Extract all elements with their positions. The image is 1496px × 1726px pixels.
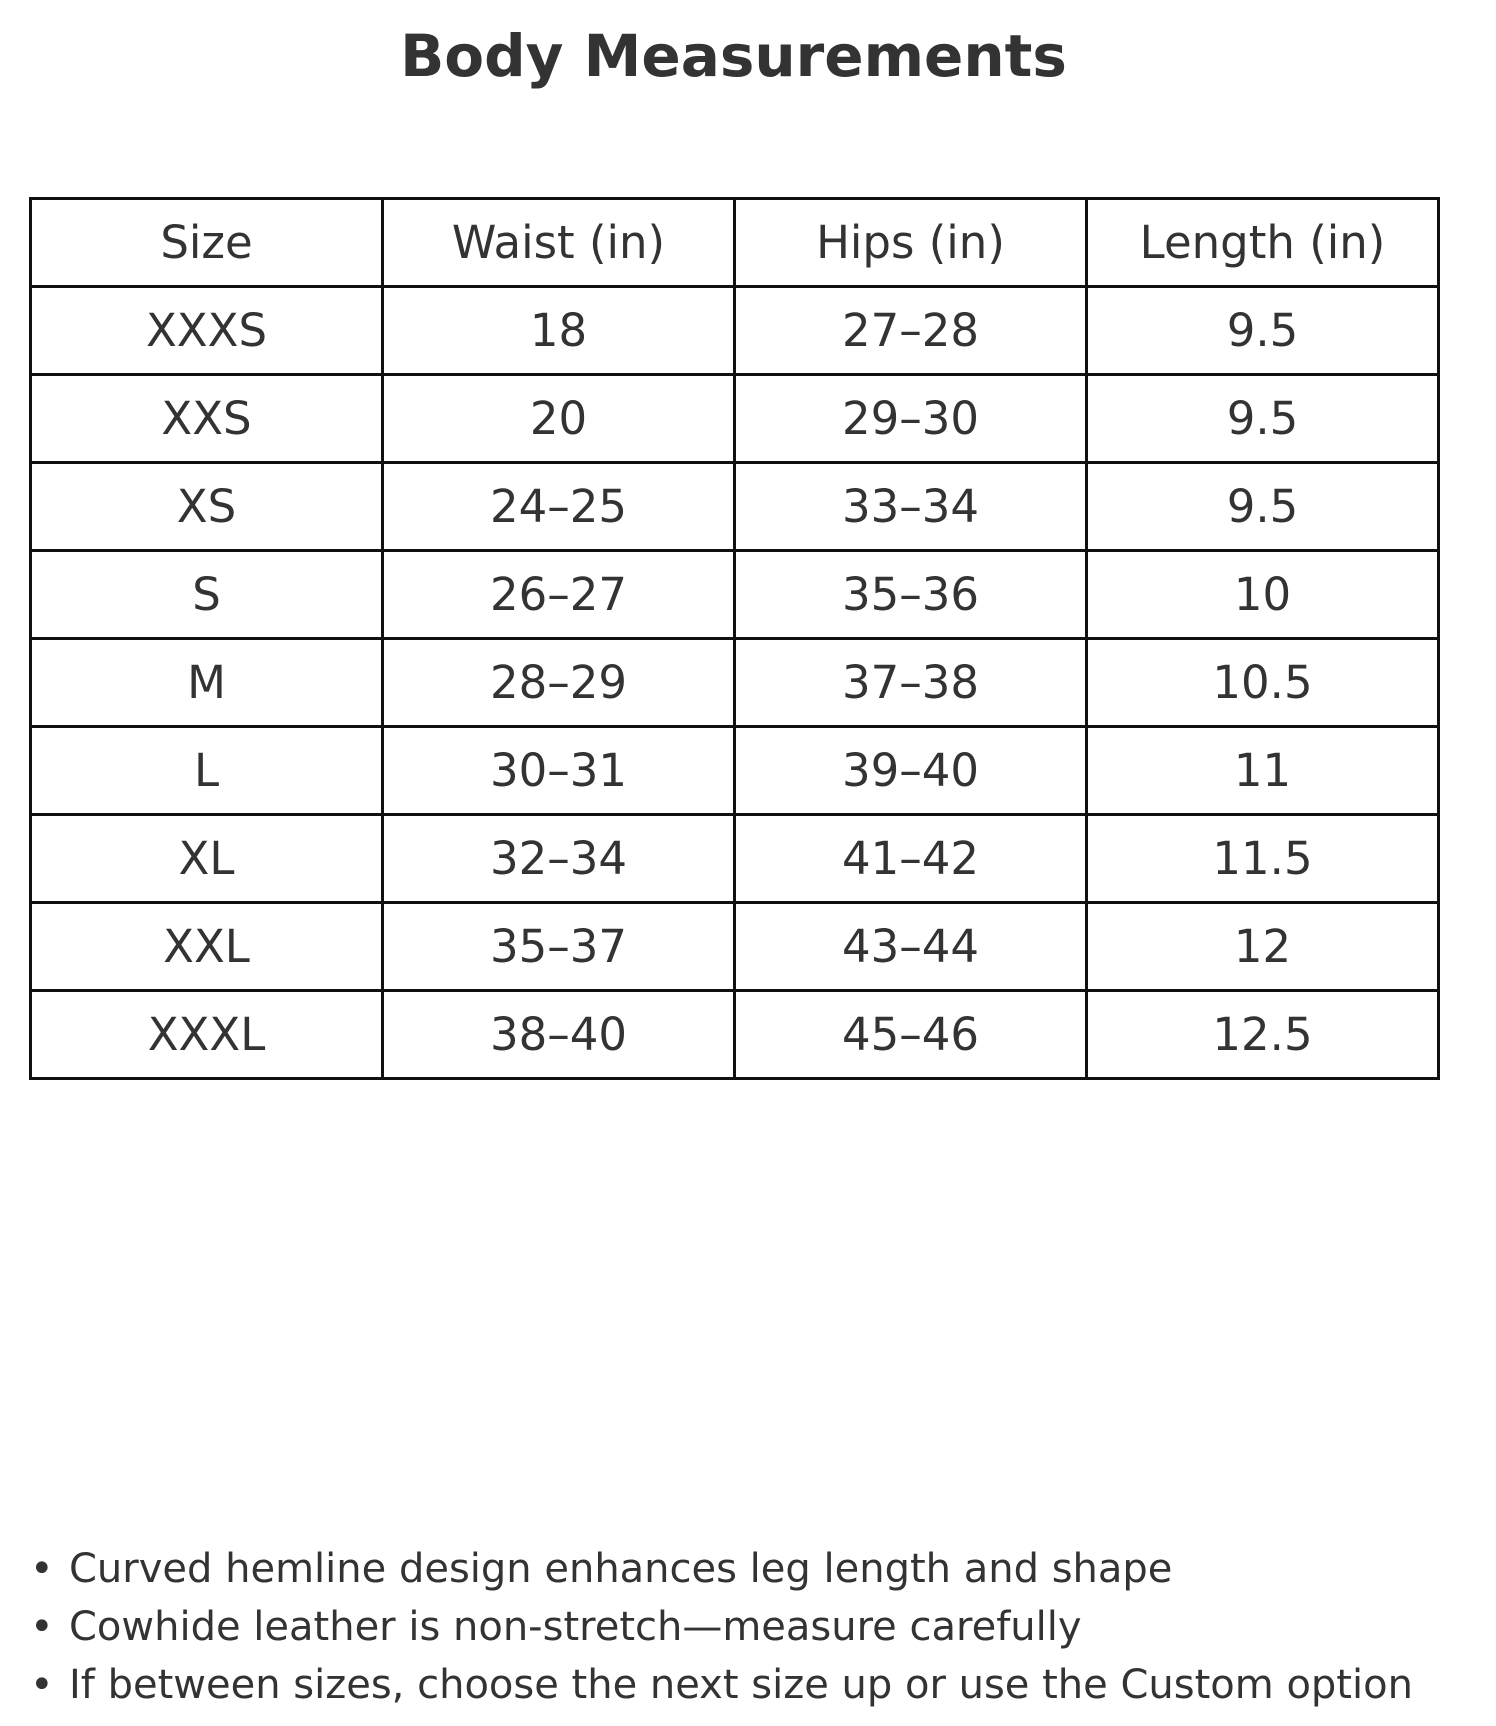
cell-waist: 20 [383,375,735,463]
table-row [31,991,1439,1079]
note-text: Cowhide leather is non-stretch—measure carefully [69,1604,1082,1650]
list-item [30,1540,1490,1598]
cell-hips: 37–38 [735,639,1087,727]
cell-size: XXXS [31,287,383,375]
cell-hips: 29–30 [735,375,1087,463]
notes-list [30,1540,1490,1714]
cell-hips: 45–46 [735,991,1087,1079]
cell-size: M [31,639,383,727]
list-item [30,1598,1490,1656]
cell-length: 11.5 [1087,815,1439,903]
cell-size: XXL [31,903,383,991]
cell-waist: 24–25 [383,463,735,551]
cell-waist: 28–29 [383,639,735,727]
cell-hips: 33–34 [735,463,1087,551]
bullet-icon: • [30,1546,54,1592]
cell-size: XXXL [31,991,383,1079]
cell-length: 12 [1087,903,1439,991]
cell-waist: 26–27 [383,551,735,639]
cell-waist: 18 [383,287,735,375]
cell-size: XS [31,463,383,551]
cell-size: XL [31,815,383,903]
table-row [31,815,1439,903]
cell-hips: 39–40 [735,727,1087,815]
column-header-length: Length (in) [1087,199,1439,287]
cell-length: 10.5 [1087,639,1439,727]
table-row [31,639,1439,727]
table-row [31,551,1439,639]
table-row [31,287,1439,375]
note-text: Curved hemline design enhances leg length and shape [69,1546,1173,1592]
cell-length: 12.5 [1087,991,1439,1079]
column-header-hips: Hips (in) [735,199,1087,287]
cell-length: 9.5 [1087,287,1439,375]
cell-length: 9.5 [1087,463,1439,551]
cell-waist: 38–40 [383,991,735,1079]
table-row [31,903,1439,991]
note-text: If between sizes, choose the next size up or use the Custom option [69,1662,1413,1708]
cell-length: 9.5 [1087,375,1439,463]
cell-waist: 32–34 [383,815,735,903]
cell-hips: 35–36 [735,551,1087,639]
size-chart-table [29,197,1440,1080]
table-row [31,375,1439,463]
bullet-icon: • [30,1662,54,1708]
cell-hips: 43–44 [735,903,1087,991]
cell-waist: 35–37 [383,903,735,991]
table-row [31,463,1439,551]
cell-size: L [31,727,383,815]
cell-hips: 41–42 [735,815,1087,903]
cell-size: XXS [31,375,383,463]
page-title: Body Measurements [400,22,1067,90]
cell-hips: 27–28 [735,287,1087,375]
cell-length: 11 [1087,727,1439,815]
cell-waist: 30–31 [383,727,735,815]
cell-length: 10 [1087,551,1439,639]
list-item [30,1656,1490,1714]
table-row [31,727,1439,815]
cell-size: S [31,551,383,639]
table-header-row [31,199,1439,287]
bullet-icon: • [30,1604,54,1650]
column-header-size: Size [31,199,383,287]
column-header-waist: Waist (in) [383,199,735,287]
